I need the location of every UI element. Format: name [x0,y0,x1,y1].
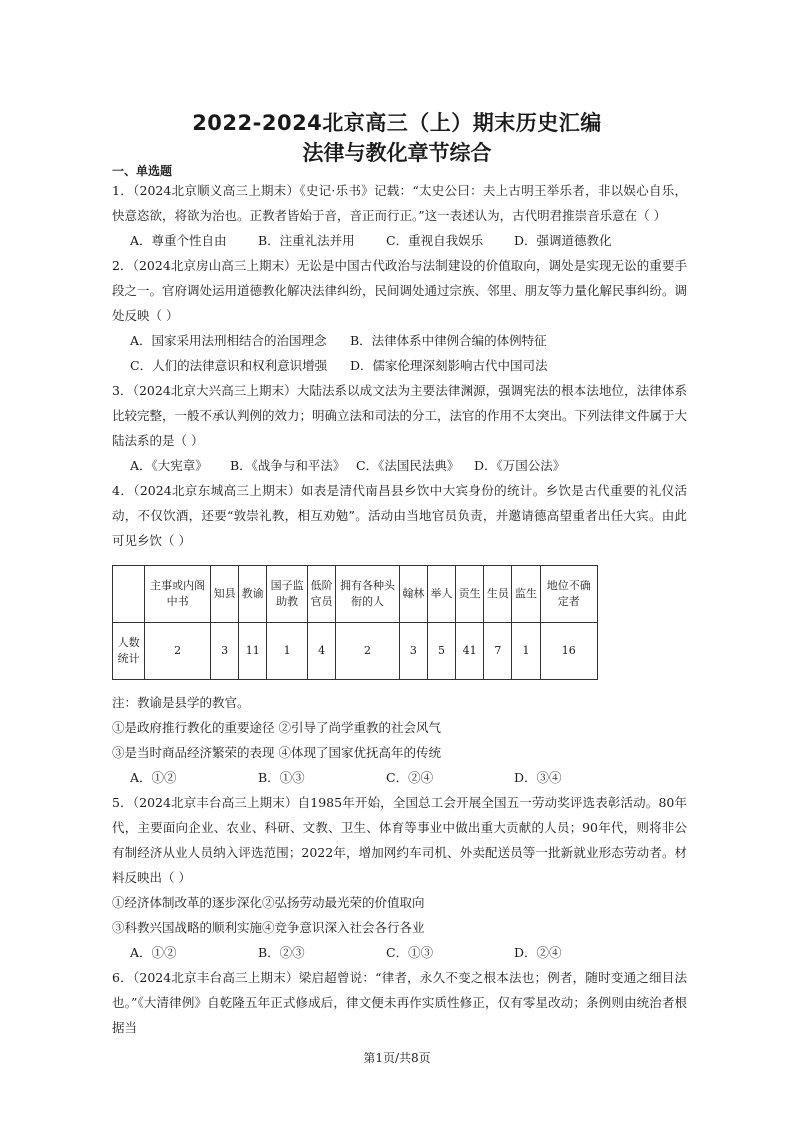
table-note: 注：教谕是县学的教官。 [112,695,250,710]
table-header-row [113,566,598,623]
table-cell: 1 [267,623,308,680]
table-cell: 41 [456,623,484,680]
section-heading: 一、单选题 [112,164,173,178]
option-d[interactable]: D．③④ [514,770,562,785]
option-d[interactable]: D．儒家伦理深刻影响古代中国司法 [350,358,548,373]
table-cell: 2 [145,623,211,680]
table-header-cell: 监生 [512,566,540,623]
option-a[interactable]: A．国家采用法刑相结合的治国理念 [130,333,327,348]
question-3-options [112,453,687,478]
question-4-stem: 4．（2024北京东城高三上期末）如表是清代南昌县乡饮中大宾身份的统计。乡饮是古代重要的礼仪活动，不仅饮酒，还要“敦崇礼教，相互劝勉”。活动由当地官员负责，并邀请德高望重者出任大宾。由此可见乡饮（ ） [112,483,687,548]
question-2-options-row1 [112,328,687,353]
table-cell: 16 [540,623,597,680]
question-1-options [112,228,687,253]
table-cell: 3 [211,623,239,680]
option-d[interactable]: D．②④ [514,945,562,960]
question-5-options [112,940,687,965]
table-header-cell: 拥有各种头衔的人 [336,566,400,623]
option-d[interactable]: D．《万国公法》 [474,458,566,473]
option-b[interactable]: B．法律体系中律例合编的体例特征 [350,333,547,348]
option-d[interactable]: D．强调道德教化 [514,233,612,248]
table-cell: 4 [308,623,336,680]
table-cell: 3 [399,623,427,680]
table-cell: 5 [427,623,455,680]
table-header-cell: 举人 [427,566,455,623]
table-row [113,623,598,680]
doc-subtitle: 法律与教化章节综合 [302,141,492,165]
option-b[interactable]: B．注重礼法并用 [258,233,355,248]
question-1-stem: 1．（2024北京顺义高三上期末）《史记·乐书》记载：“太史公曰：夫上古明王举乐者，非以娱心自乐，快意恣欲，将欲为治也。正教者皆始于音，音正而行正。”这一表述认为，古代明君推崇音乐意在（ ） [112,183,687,223]
question-4-items-line2: ③是当时商品经济繁荣的表现 ④体现了国家优抚高年的传统 [112,745,441,760]
question-4-items-line1: ①是政府推行教化的重要途径 ②引导了尚学重教的社会风气 [112,720,441,735]
option-c[interactable]: C．①③ [386,945,434,960]
table-cell: 2 [336,623,400,680]
question-2-options-row2 [112,353,687,378]
option-a[interactable]: A．《大宪章》 [130,458,208,473]
table-header-cell: 国子监助教 [267,566,308,623]
question-2-stem: 2．（2024北京房山高三上期末）无讼是中国古代政治与法制建设的价值取向，调处是实现无讼的重要手段之一。官府调处运用道德教化解决法律纠纷，民间调处通过宗族、邻里、朋友等力量化解民事纠纷。调处反映（ ） [112,258,688,323]
question-4-options [112,765,687,790]
option-b[interactable]: B．《战争与和平法》 [230,458,346,473]
option-a[interactable]: A．尊重个性自由 [130,233,227,248]
page-footer: 第1页/共8页 [363,1051,431,1065]
question-list [112,178,687,1040]
question-3-stem: 3．（2024北京大兴高三上期末）大陆法系以成文法为主要法律渊源，强调宪法的根本法地位，法律体系比较完整，一般不承认判例的效力；明确立法和司法的分工，法官的作用不太突出。下列法律文件属于大陆法系的是（ ） [112,383,688,448]
option-c[interactable]: C．人们的法律意识和权利意识增强 [130,358,328,373]
question-5-items-line1: ①经济体制改革的逐步深化②弘扬劳动最光荣的价值取向 [112,895,425,910]
table-header-cell: 教谕 [239,566,267,623]
table-header-cell [113,566,145,623]
statistics-table [112,565,598,680]
option-a[interactable]: A．①② [130,945,177,960]
table-header-cell: 主事或内阁中书 [145,566,211,623]
option-b[interactable]: B．①③ [258,770,305,785]
option-b[interactable]: B．②③ [258,945,305,960]
table-header-cell: 低阶官员 [308,566,336,623]
option-c[interactable]: C．重视自我娱乐 [386,233,484,248]
option-a[interactable]: A．①② [130,770,177,785]
table-header-cell: 地位不确定者 [540,566,597,623]
table-header-cell: 贡生 [456,566,484,623]
table-header-cell: 翰林 [399,566,427,623]
table-cell: 1 [512,623,540,680]
question-6-stem: 6．（2024北京丰台高三上期末）梁启超曾说：“律者，永久不变之根本法也；例者，随时变通之细目法也。”《大清律例》自乾隆五年正式修成后，律文便未再作实质性修正，仅有零星改动；条例则由统治者根据当 [112,970,687,1035]
question-5-items-line2: ③科教兴国战略的顺利实施④竞争意识深入社会各行各业 [112,920,425,935]
option-c[interactable]: C．《法国民法典》 [356,458,460,473]
question-5-stem: 5．（2024北京丰台高三上期末）自1985年开始，全国总工会开展全国五一劳动奖评选表彰活动。80年代，主要面向企业、农业、科研、文教、卫生、体育等事业中做出重大贡献的人员；90年代，则将非公有制经济从业人员纳入评选范围；2022年，增加网约车司机、外卖配送员等一批新就业形态劳动者。材料反映出（ ） [112,795,687,885]
doc-title: 2022-2024北京高三（上）期末历史汇编 [192,111,602,135]
option-c[interactable]: C．②④ [386,770,434,785]
table-header-cell: 知县 [211,566,239,623]
table-cell: 11 [239,623,267,680]
table-header-cell: 生员 [484,566,512,623]
table-cell: 7 [484,623,512,680]
table-row-label: 人数统计 [113,623,145,680]
